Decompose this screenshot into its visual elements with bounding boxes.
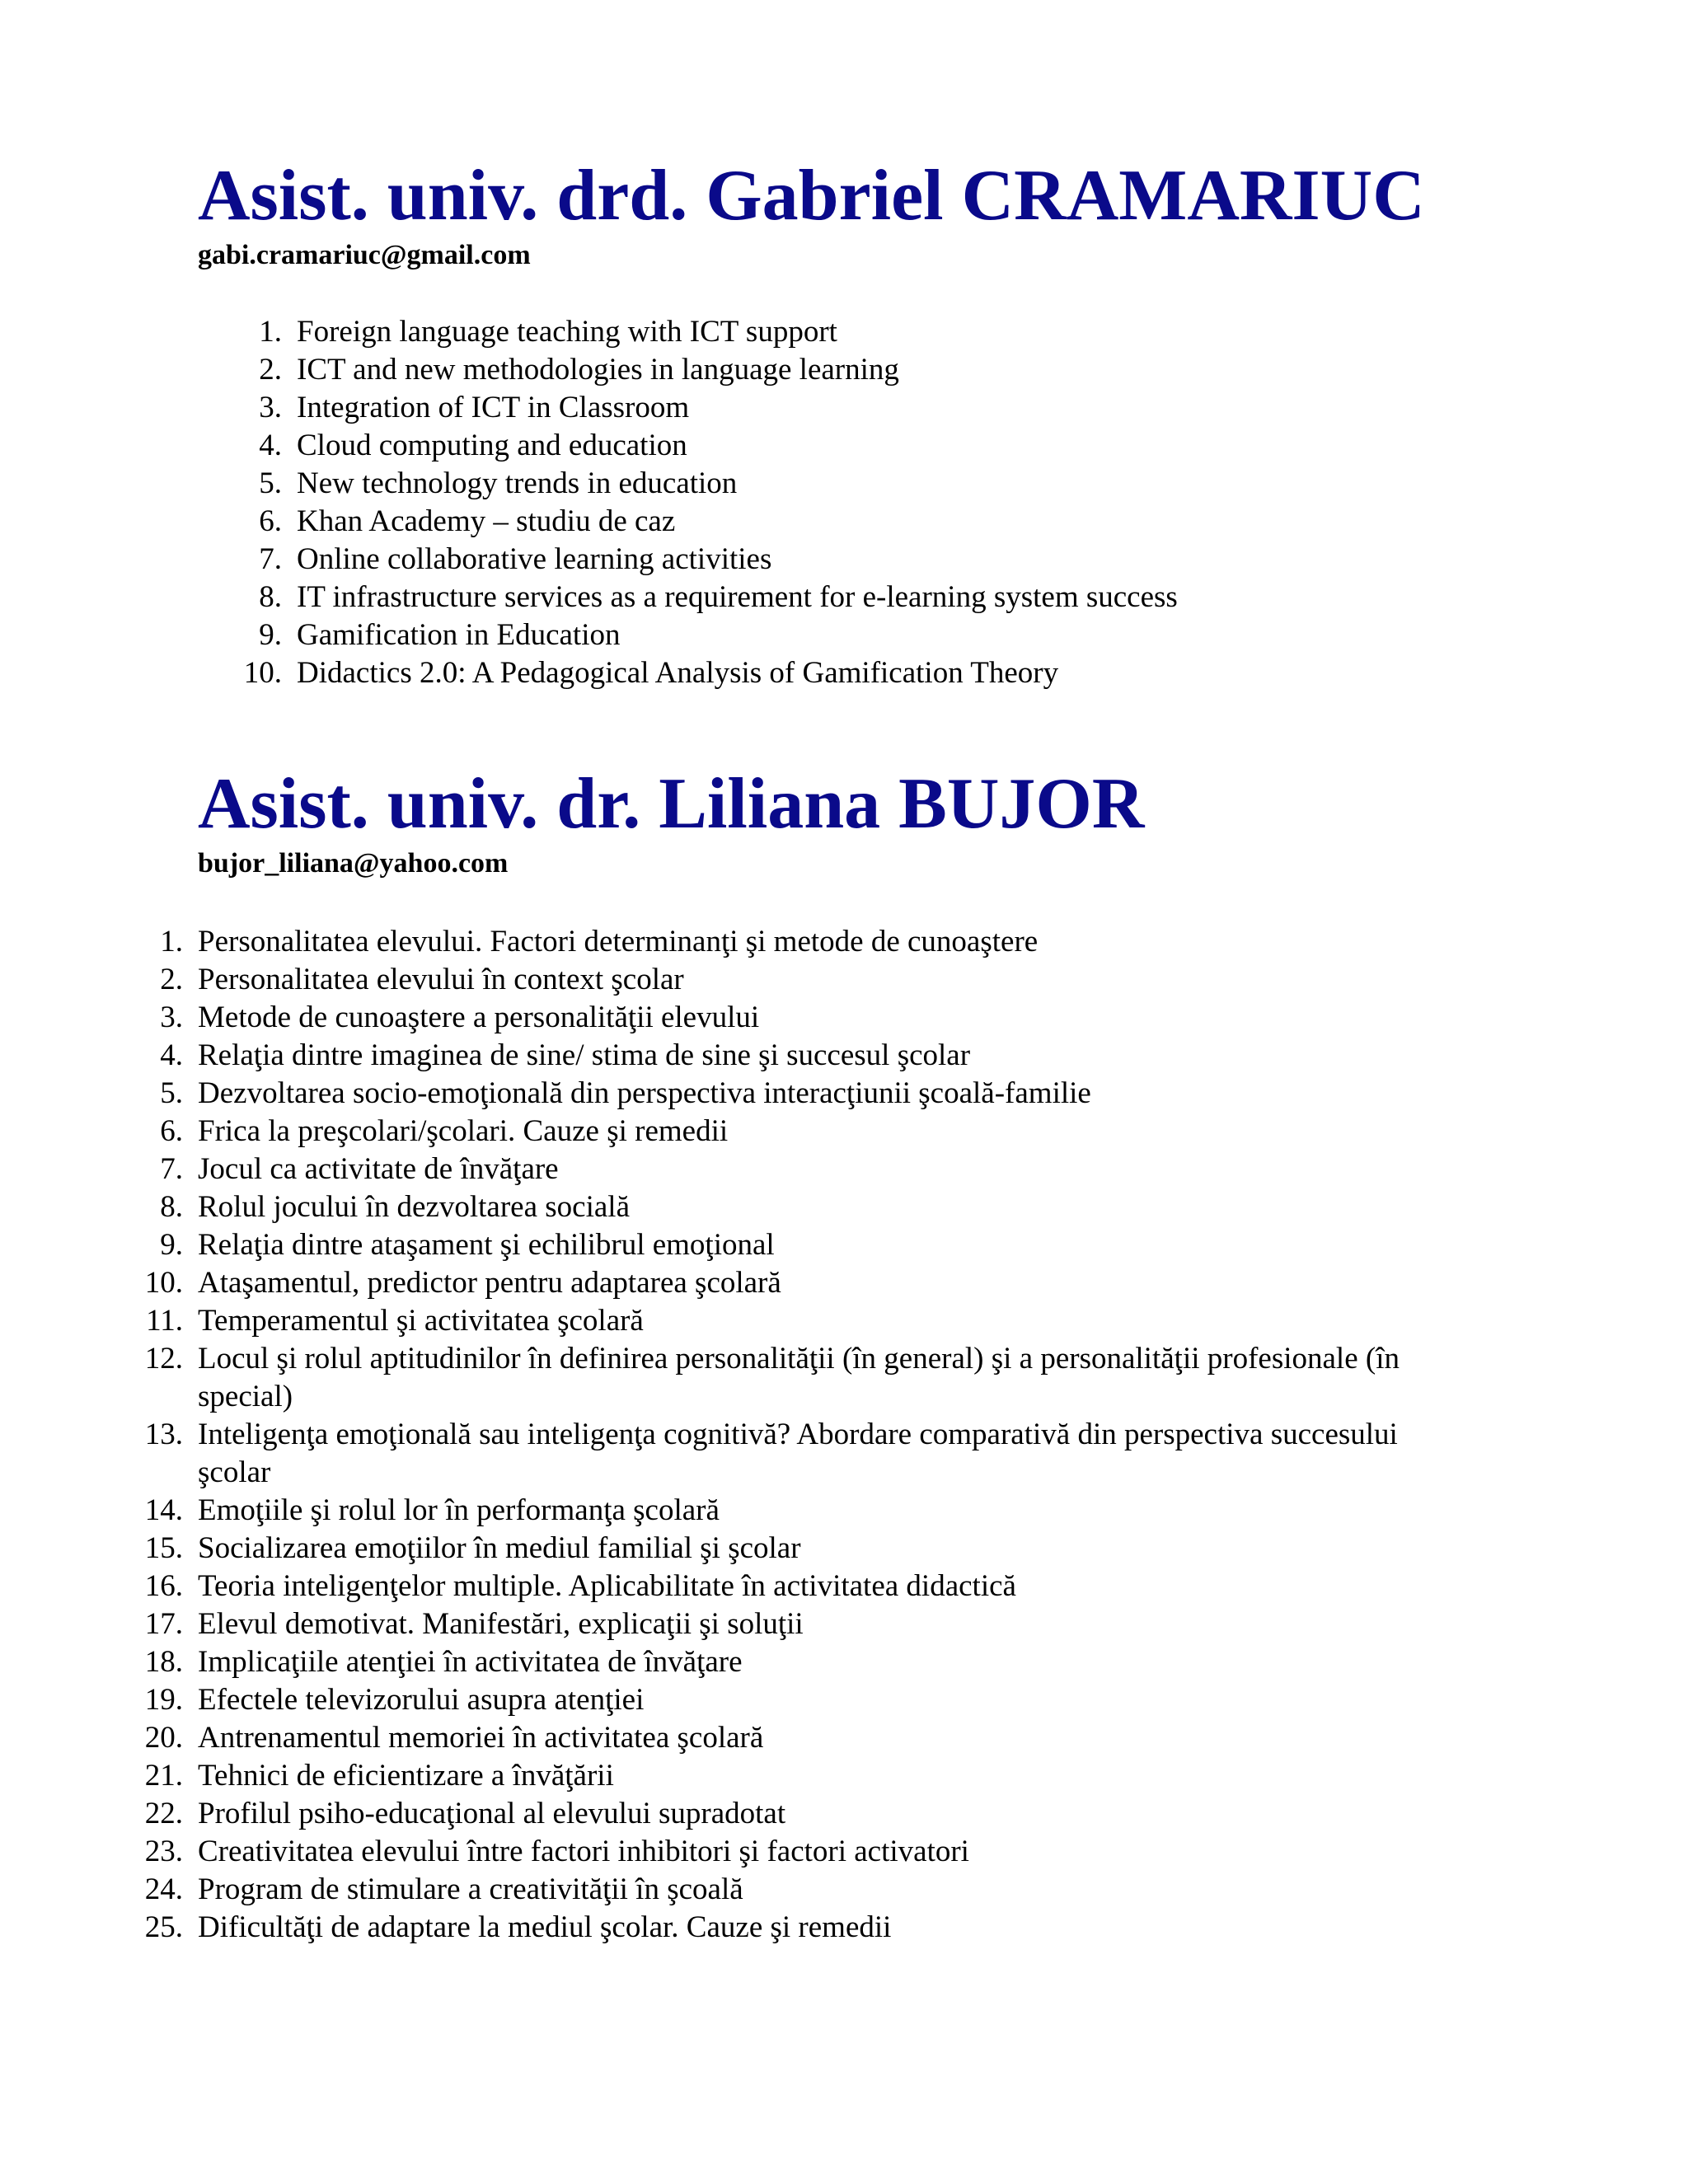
list-item [132, 1871, 1467, 1909]
list-item-number: 25. [144, 1910, 183, 1944]
list-item [132, 1530, 1467, 1568]
list-item-text: Efectele televizorului asupra atenţiei [198, 1683, 645, 1717]
list-item-number: 14. [144, 1493, 183, 1527]
list-item-text: Elevul demotivat. Manifestări, explicaţii şi soluţii [198, 1607, 804, 1641]
list-item-number: 5. [259, 466, 282, 500]
list-item [132, 1075, 1467, 1113]
list-item-number: 18. [144, 1645, 183, 1679]
list-item-text: Jocul ca activitate de învăţare [198, 1152, 559, 1186]
list-item [132, 1340, 1467, 1416]
list-item-text: Online collaborative learning activities [297, 542, 772, 576]
list-item [132, 1833, 1467, 1871]
list-item [132, 1681, 1467, 1719]
list-item-text: Antrenamentul memoriei în activitatea şcolară [198, 1721, 764, 1755]
list-item-text: Emoţiile şi rolul lor în performanţa şcolară [198, 1493, 720, 1527]
list-item [231, 579, 1178, 616]
list-item-number: 7. [160, 1152, 183, 1186]
list-item [132, 1795, 1467, 1833]
list-item-text: Rolul jocului în dezvoltarea socială [198, 1190, 630, 1224]
list-item-text: Implicaţiile atenţiei în activitatea de învăţare [198, 1645, 743, 1679]
list-item-text: Teoria inteligenţelor multiple. Aplicabilitate în activitatea didactică [198, 1569, 1016, 1603]
list-item [231, 313, 1178, 351]
list-item-text: Ataşamentul, predictor pentru adaptarea şcolară [198, 1266, 781, 1300]
list-item-number: 2. [160, 963, 183, 996]
list-item [132, 1226, 1467, 1264]
list-item-text: Temperamentul şi activitatea şcolară [198, 1304, 644, 1338]
list-item-number: 4. [160, 1038, 183, 1072]
list-item [231, 465, 1178, 503]
list-item-number: 19. [144, 1683, 183, 1717]
list-item [132, 1264, 1467, 1302]
list-item-text: Personalitatea elevului în context şcolar [198, 963, 684, 996]
list-item-number: 22. [144, 1797, 183, 1830]
list-item-text: Cloud computing and education [297, 429, 687, 462]
list-item [132, 1757, 1467, 1795]
email-address: bujor_liliana@yahoo.com [198, 848, 509, 879]
list-item-number: 3. [259, 391, 282, 424]
list-item-number: 1. [160, 925, 183, 958]
list-item [132, 1492, 1467, 1530]
list-item [132, 1188, 1467, 1226]
list-item-number: 4. [259, 429, 282, 462]
list-item-number: 6. [160, 1114, 183, 1148]
list-item-text: IT infrastructure services as a requirement for e-learning system success [297, 580, 1178, 614]
list-item [132, 1113, 1467, 1151]
list-item [132, 1568, 1467, 1605]
list-item [132, 1302, 1467, 1340]
list-item-number: 24. [144, 1872, 183, 1906]
list-item [132, 1909, 1467, 1947]
list-item-text: Gamification in Education [297, 618, 621, 652]
list-item [231, 541, 1178, 579]
list-item [132, 1151, 1467, 1188]
list-item-text: Inteligenţa emoţională sau inteligenţa cognitivă? Abordare comparativă din perspectiva succesului şcolar [198, 1418, 1398, 1489]
list-item-text: Didactics 2.0: A Pedagogical Analysis of Gamification Theory [297, 656, 1059, 690]
list-item [231, 503, 1178, 541]
list-item-number: 9. [259, 618, 282, 652]
list-item-number: 21. [144, 1759, 183, 1793]
list-item-text: Profilul psiho-educaţional al elevului supradotat [198, 1797, 786, 1830]
list-item [132, 999, 1467, 1037]
list-item-text: Foreign language teaching with ICT support [297, 315, 837, 349]
list-item-number: 11. [146, 1304, 183, 1338]
list-item [132, 1037, 1467, 1075]
list-item-text: New technology trends in education [297, 466, 738, 500]
list-item [132, 923, 1467, 961]
topic-list [231, 313, 1178, 692]
list-item-number: 9. [160, 1228, 183, 1262]
list-item-number: 10. [243, 656, 282, 690]
topic-list [132, 923, 1467, 1947]
list-item [132, 961, 1467, 999]
list-item-number: 15. [144, 1531, 183, 1565]
list-item-text: Socializarea emoţiilor în mediul familial şi şcolar [198, 1531, 801, 1565]
list-item-text: Dificultăţi de adaptare la mediul şcolar. Cauze şi remedii [198, 1910, 892, 1944]
list-item-number: 2. [259, 353, 282, 387]
list-item-number: 8. [259, 580, 282, 614]
list-item [231, 427, 1178, 465]
list-item-number: 1. [259, 315, 282, 349]
list-item-text: Tehnici de eficientizare a învăţării [198, 1759, 614, 1793]
list-item-number: 10. [144, 1266, 183, 1300]
name-heading: Asist. univ. dr. Liliana BUJOR [198, 764, 1145, 844]
list-item-text: Locul şi rolul aptitudinilor în definirea personalităţii (în general) şi a personalităţii profesionale (în special) [198, 1342, 1400, 1413]
list-item-number: 6. [259, 504, 282, 538]
list-item-number: 8. [160, 1190, 183, 1224]
name-heading: Asist. univ. drd. Gabriel CRAMARIUC [198, 156, 1425, 236]
list-item-number: 17. [144, 1607, 183, 1641]
list-item [231, 389, 1178, 427]
list-item-text: ICT and new methodologies in language learning [297, 353, 899, 387]
email-address: gabi.cramariuc@gmail.com [198, 240, 531, 270]
list-item-text: Program de stimulare a creativităţii în şcoală [198, 1872, 743, 1906]
list-item-number: 5. [160, 1076, 183, 1110]
list-item-number: 12. [144, 1342, 183, 1376]
list-item-text: Integration of ICT in Classroom [297, 391, 690, 424]
list-item-text: Frica la preşcolari/şcolari. Cauze şi remedii [198, 1114, 729, 1148]
list-item [132, 1719, 1467, 1757]
list-item [132, 1605, 1467, 1643]
list-item-number: 3. [160, 1001, 183, 1034]
list-item-number: 20. [144, 1721, 183, 1755]
list-item-number: 13. [144, 1418, 183, 1451]
list-item-text: Metode de cunoaştere a personalităţii elevului [198, 1001, 760, 1034]
list-item-text: Relaţia dintre imaginea de sine/ stima de sine şi succesul şcolar [198, 1038, 971, 1072]
list-item-text: Personalitatea elevului. Factori determinanţi şi metode de cunoaştere [198, 925, 1039, 958]
list-item-number: 16. [144, 1569, 183, 1603]
list-item-text: Dezvoltarea socio-emoţională din perspectiva interacţiunii şcoală-familie [198, 1076, 1091, 1110]
list-item [231, 616, 1178, 654]
list-item [132, 1643, 1467, 1681]
list-item [231, 654, 1178, 692]
list-item [231, 351, 1178, 389]
list-item-number: 7. [259, 542, 282, 576]
list-item [132, 1416, 1467, 1492]
list-item-number: 23. [144, 1835, 183, 1868]
list-item-text: Khan Academy – studiu de caz [297, 504, 676, 538]
list-item-text: Creativitatea elevului între factori inhibitori şi factori activatori [198, 1835, 969, 1868]
list-item-text: Relaţia dintre ataşament şi echilibrul emoţional [198, 1228, 775, 1262]
